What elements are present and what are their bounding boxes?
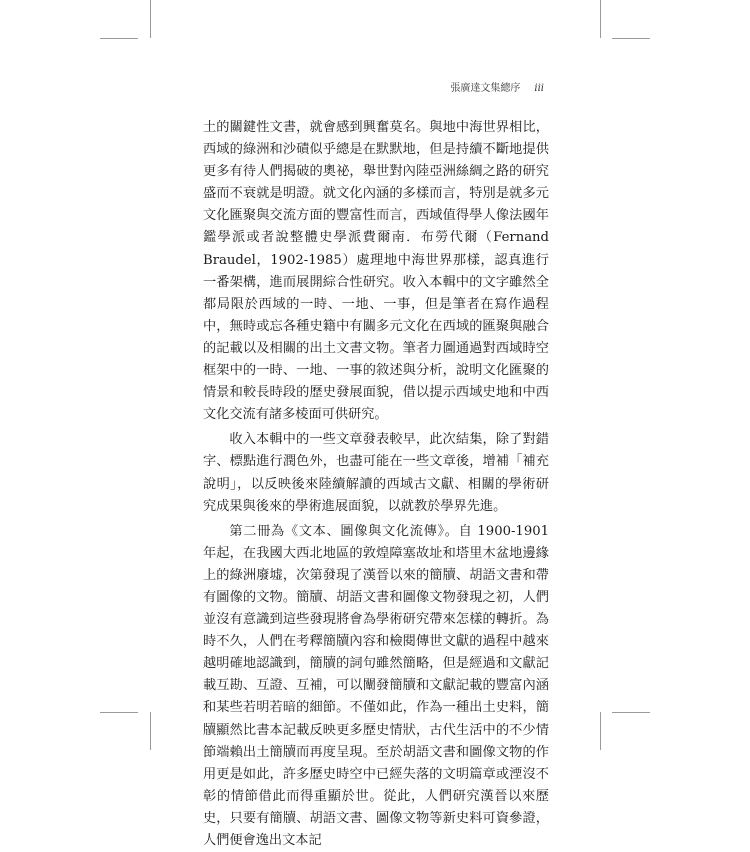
paragraph-1: 土的關鍵性文書，就會感到興奮莫名。與地中海世界相比，西域的綠洲和沙磧似乎總是在默默地，但是持續不斷地提供更多有待人們揭破的奧祕，舉世對內陸亞洲絲綢之路的研究盛而不衰就是明證。就文化內涵的多樣而言，特別是就多元文化匯聚與交流方面的豐富性而言，西域值得學人像法國年鑑學派或者說整體史學派費爾南．布勞代爾（Fernand Braudel，1902-1985）處理地中海世界那樣，認真進行一番架構，進而展開綜合性研究。收入本輯中的文字雖然全都局限於西域的一時、一地、一事，但是筆者在寫作過程中，無時或忘各種史籍中有關多元文化在西域的匯聚與融合的記載以及相關的出土文書文物。筆者力圖通過對西域時空框架中的一時、一地、一事的敘述與分析，說明文化匯聚的情景和較長時段的歷史發展面貌，借以提示西域史地和中西文化交流有諸多棱面可供研究。: [203, 120, 549, 423]
crop-mark-bottom-right-h: [612, 712, 650, 713]
crop-mark-top-right-h: [612, 38, 650, 39]
running-title: 張廣達文集總序: [450, 83, 521, 94]
crop-mark-bottom-right-v: [600, 712, 601, 750]
crop-mark-top-right-v: [600, 0, 601, 38]
crop-mark-top-left-h: [100, 38, 138, 39]
crop-mark-top-left-v: [150, 0, 151, 38]
paragraph-2: 收入本輯中的一些文章發表較早，此次結集，除了對錯字、標點進行潤色外，也盡可能在一些文章後，增補「補充說明」，以反映後來陸續解讀的西域古文獻、相關的學術研究成果與後來的學術進展面貌，以就教於學界先進。: [203, 432, 549, 514]
page-number: iii: [534, 83, 544, 94]
crop-mark-bottom-left-v: [150, 712, 151, 750]
crop-mark-bottom-left-h: [100, 712, 138, 713]
body-text: [203, 117, 549, 852]
running-header: [450, 79, 544, 94]
paragraph-3: 第二冊為《文本、圖像與文化流傳》。自 1900-1901 年起，在我國大西北地區的敦煌障塞故址和塔里木盆地邊緣上的綠洲廢墟，次第發現了漢晉以來的簡牘、胡語文書和帶有圖像的文物。簡牘、胡語文書和圖像文物發現之初，人們並沒有意識到這些發現將會為學術研究帶來怎樣的轉折。為時不久，人們在考釋簡牘內容和檢閱傳世文獻的過程中越來越明確地認識到，簡牘的詞句雖然簡略，但是經過和文獻記載互勘、互證、互補，可以闡發簡牘和文獻記載的豐富內涵和某些若明若暗的細節。不僅如此，作為一種出土史料，簡牘顯然比書本記載反映更多歷史情狀，古代生活中的不少情節端賴出土簡牘而再度呈現。至於胡語文書和圖像文物的作用更是如此，許多歷史時空中已經失落的文明篇章或湮沒不彰的情節借此而得重顯於世。從此，人們研究漢晉以來歷史，只要有簡牘、胡語文書、圖像文物等新史料可資參證，人們便會逸出文本記: [203, 523, 549, 848]
